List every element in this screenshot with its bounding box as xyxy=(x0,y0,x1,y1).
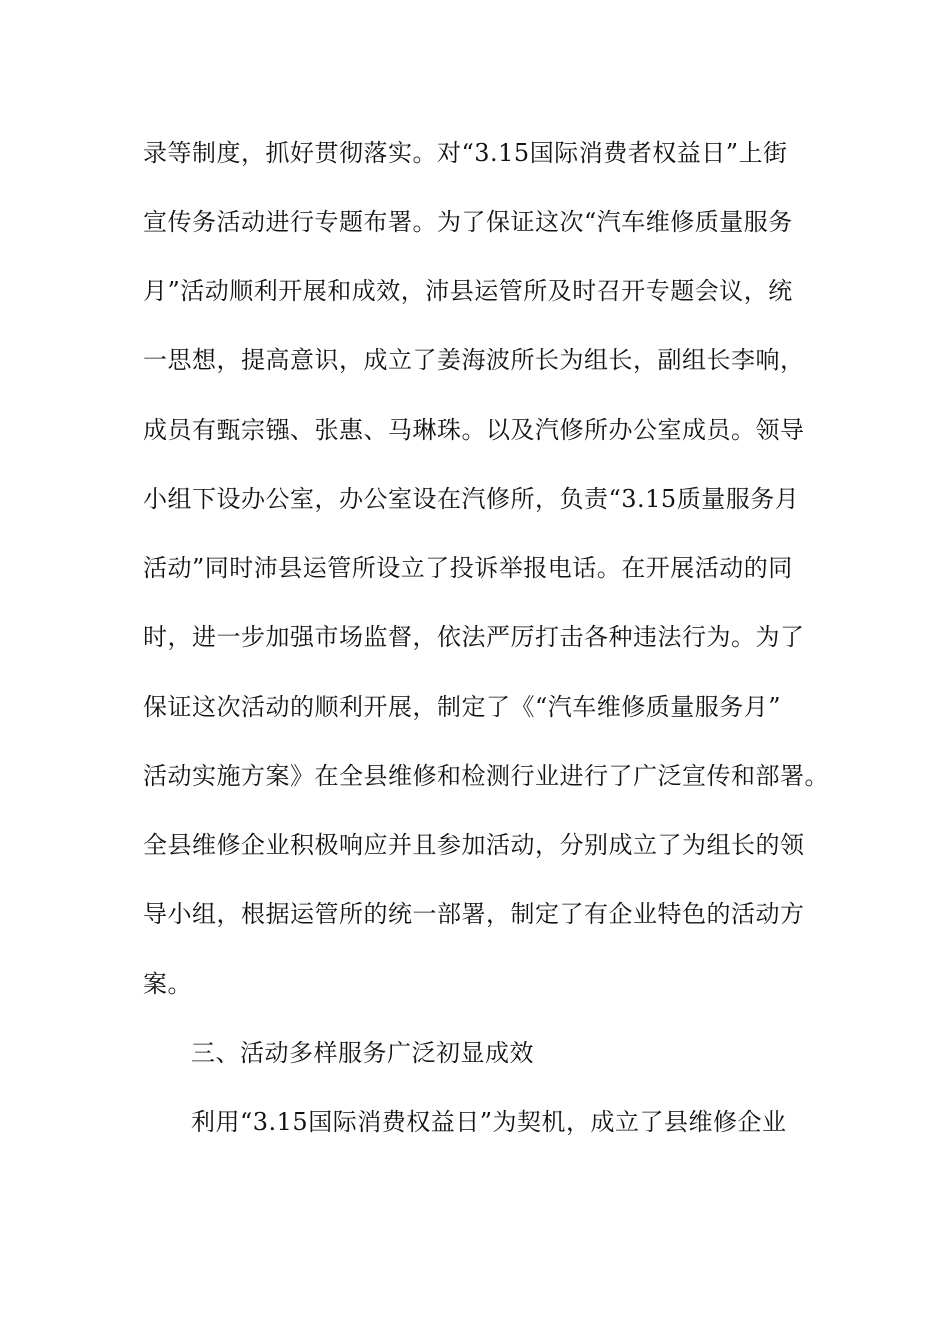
paragraph-line: 录等制度，抓好贯彻落实。对“3.15国际消费者权益日”上街 xyxy=(143,139,788,167)
paragraph-line: 宣传务活动进行专题布署。为了保证这次“汽车维修质量服务 xyxy=(143,208,793,236)
paragraph-line: 小组下设办公室，办公室设在汽修所，负责“3.15质量服务月 xyxy=(143,485,800,513)
paragraph-line: 月”活动顺利开展和成效，沛县运管所及时召开专题会议，统 xyxy=(143,277,793,305)
paragraph-line: 全县维修企业积极响应并且参加活动，分别成立了为组长的领 xyxy=(143,831,805,859)
paragraph-line: 导小组，根据运管所的统一部署，制定了有企业特色的活动方 xyxy=(143,900,805,928)
section-heading: 三、活动多样服务广泛初显成效 xyxy=(191,1039,534,1067)
paragraph-line: 活动”同时沛县运管所设立了投诉举报电话。在开展活动的同 xyxy=(143,554,793,582)
paragraph-first-line: 利用“3.15国际消费权益日”为契机，成立了县维修企业 xyxy=(191,1108,787,1136)
paragraph-line: 一思想，提高意识，成立了姜海波所长为组长，副组长李响， xyxy=(143,346,805,374)
paragraph-line: 时，进一步加强市场监督，依法严厉打击各种违法行为。为了 xyxy=(143,623,805,651)
paragraph-line: 保证这次活动的顺利开展，制定了《“汽车维修质量服务月” xyxy=(143,693,782,721)
paragraph-line: 成员有甄宗镪、张惠、马琳珠。以及汽修所办公室成员。领导 xyxy=(143,416,805,444)
paragraph-line: 活动实施方案》在全县维修和检测行业进行了广泛宣传和部署。 xyxy=(143,762,829,790)
paragraph-line: 案。 xyxy=(143,970,192,998)
